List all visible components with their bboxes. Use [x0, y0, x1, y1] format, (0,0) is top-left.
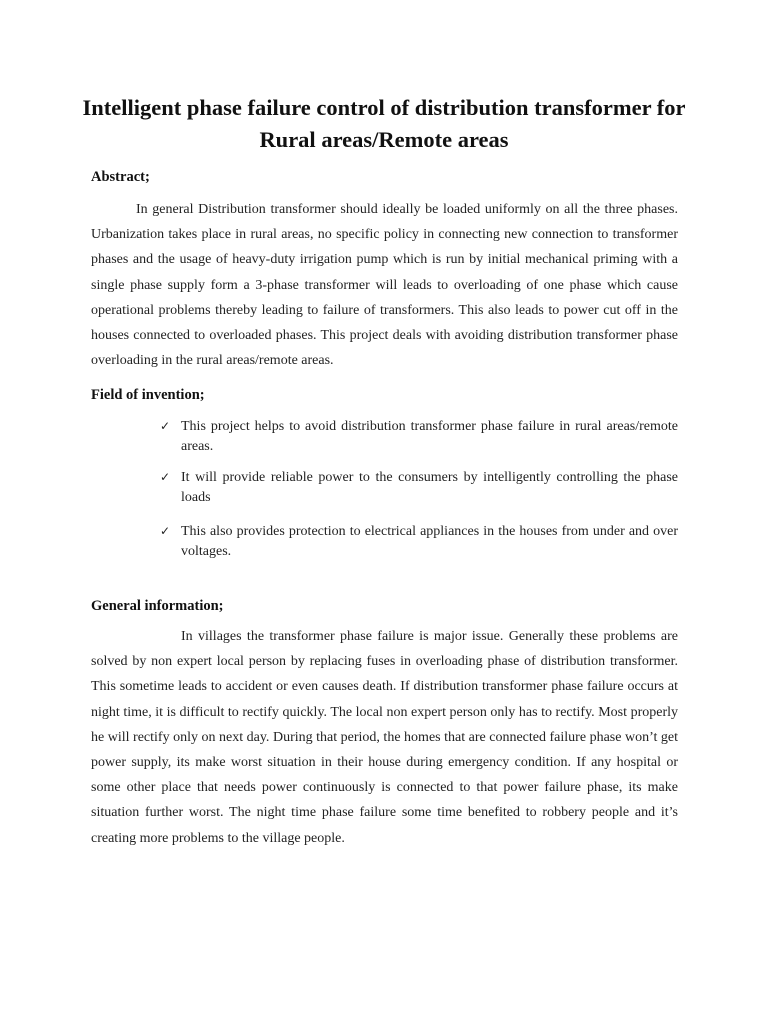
list-item — [160, 468, 678, 507]
field-of-invention-list — [160, 417, 678, 561]
check-mark-icon: ✓ — [160, 419, 171, 433]
field-of-invention-heading: Field of invention; — [91, 387, 205, 403]
general-information-heading: General information; — [91, 598, 224, 614]
abstract-heading: Abstract; — [91, 169, 150, 185]
list-item-text: This project helps to avoid distribution transformer phase failure in rural areas/remote areas. — [181, 419, 678, 454]
list-item — [160, 522, 678, 561]
list-item-text: This also provides protection to electrical appliances in the houses from under and over voltages. — [181, 524, 678, 559]
list-item — [160, 417, 678, 456]
abstract-paragraph: In general Distribution transformer should ideally be loaded uniformly on all the three phases. Urbanization takes place in rural areas, no specific policy in connecting new connection to transformer phases and the usage of heavy-duty irrigation pump which is run by initial mechanical priming with a single phase supply form a 3-phase transformer will leads to overloading of one phase which cause operational problems thereby leading to failure of transformers. This also leads to power cut off in the houses connected to overloaded phases. This project deals with avoiding distribution transformer phase overloading in the rural areas/remote areas. — [91, 202, 678, 369]
list-item-text: It will provide reliable power to the consumers by intelligently controlling the phase loads — [181, 470, 678, 505]
general-information-paragraph: In villages the transformer phase failure is major issue. Generally these problems are solved by non expert local person by replacing fuses in overloading phase of distribution transformer. This sometime leads to accident or even causes death. If distribution transformer phase failure occurs at night time, it is difficult to rectify quickly. The local non expert person only has to rectify. Most properly he will rectify only on next day. During that period, the homes that are connected failure phase won’t get power supply, its make worst situation in their house during emergency condition. If any hospital or some other place that needs power continuously is connected to that power failure phase, its make situation further worst. The night time phase failure some time benefited to robbery people and it’s creating more problems to the village people. — [91, 629, 678, 846]
check-mark-icon: ✓ — [160, 470, 171, 484]
check-mark-icon: ✓ — [160, 524, 171, 538]
document-title: Intelligent phase failure control of distribution transformer for Rural areas/Remote areas — [82, 95, 686, 152]
